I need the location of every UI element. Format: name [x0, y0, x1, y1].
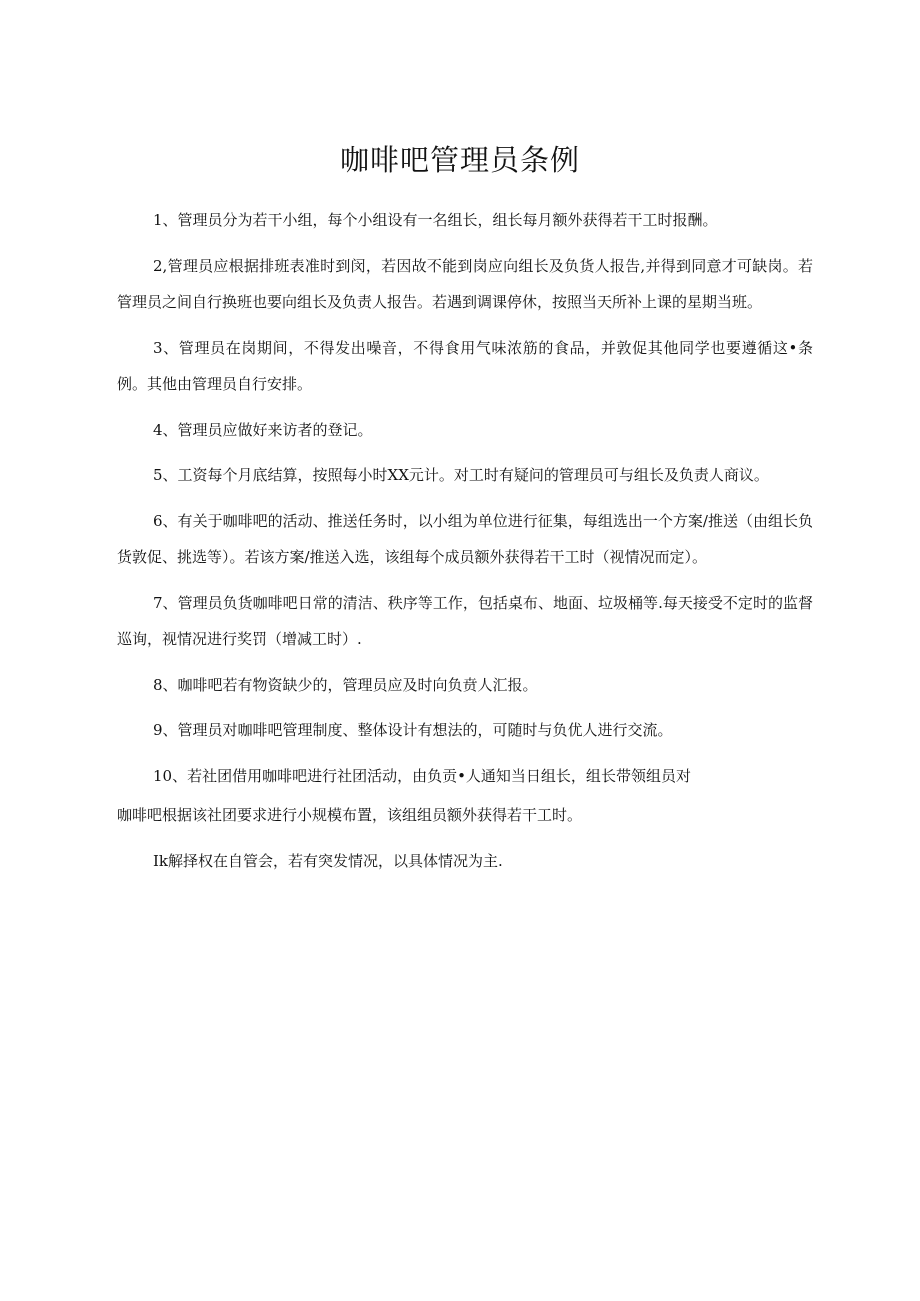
rule-paragraph-1: 1、管理员分为若干小组，每个小组设有一名组长，组长每月额外获得若干工时报酬。	[153, 211, 718, 229]
rule-paragraph-10: 10、若社团借用咖啡吧进行社团活动，由负贡•人通知当日组长，组长带领组员对	[153, 766, 691, 785]
rule-paragraph-6: 6、有关于咖啡吧的活动、推送任务时，以小组为单位进行征集，每组选出一个方案/推送（由组长负货敦促、挑选等）。若该方案/推送入选，该组每个成员额外获得若干工时（视情况而定）。	[117, 511, 813, 566]
rule-paragraph-4: 4、管理员应做好来访者的登记。	[153, 420, 373, 439]
rule-paragraph-5: 5、工资每个月底结算，按照每小时XX元计。对工时有疑问的管理员可与组长及负责人商议。	[153, 466, 769, 484]
document-body	[117, 202, 813, 888]
rule-paragraph-9: 9、管理员对咖啡吧管理制度、整体设计有想法的，可随时与负优人进行交流。	[153, 721, 673, 739]
rule-paragraph-2: 2,管理员应根据排班表准时到闵，若因故不能到岗应向组长及负货人报告,并得到同意才可缺岗。若管理员之间自行换班也要向组长及负责人报告。若遇到调课停休，按照当天所补上课的星期当班。	[117, 256, 813, 311]
rule-paragraph-3: 3、管理员在岗期间，不得发出噪音，不得食用气味浓筋的食品，并敦促其他同学也要遵循这•条例。其他由管理员自行安排。	[117, 338, 813, 393]
document-title: 咖啡吧管理员条例	[339, 143, 580, 177]
rule-paragraph-7: 7、管理员负货咖啡吧日常的清洁、秩序等工作，包括桌布、地面、垃圾桶等.每天接受不定时的监督巡询，视情况进行奖罚（增减工时）.	[117, 593, 813, 648]
rule-paragraph-8: 8、咖啡吧若有物资缺少的，管理员应及时向负贲人汇报。	[153, 675, 538, 694]
interpretation-note: Ik解择权在自管会，若有突发情况，以具体情况为主.	[153, 851, 503, 870]
rule-paragraph-10-continued: 咖啡吧根据该社团要求进行小规模布置，该组组员额外获得若干工时。	[117, 806, 583, 824]
